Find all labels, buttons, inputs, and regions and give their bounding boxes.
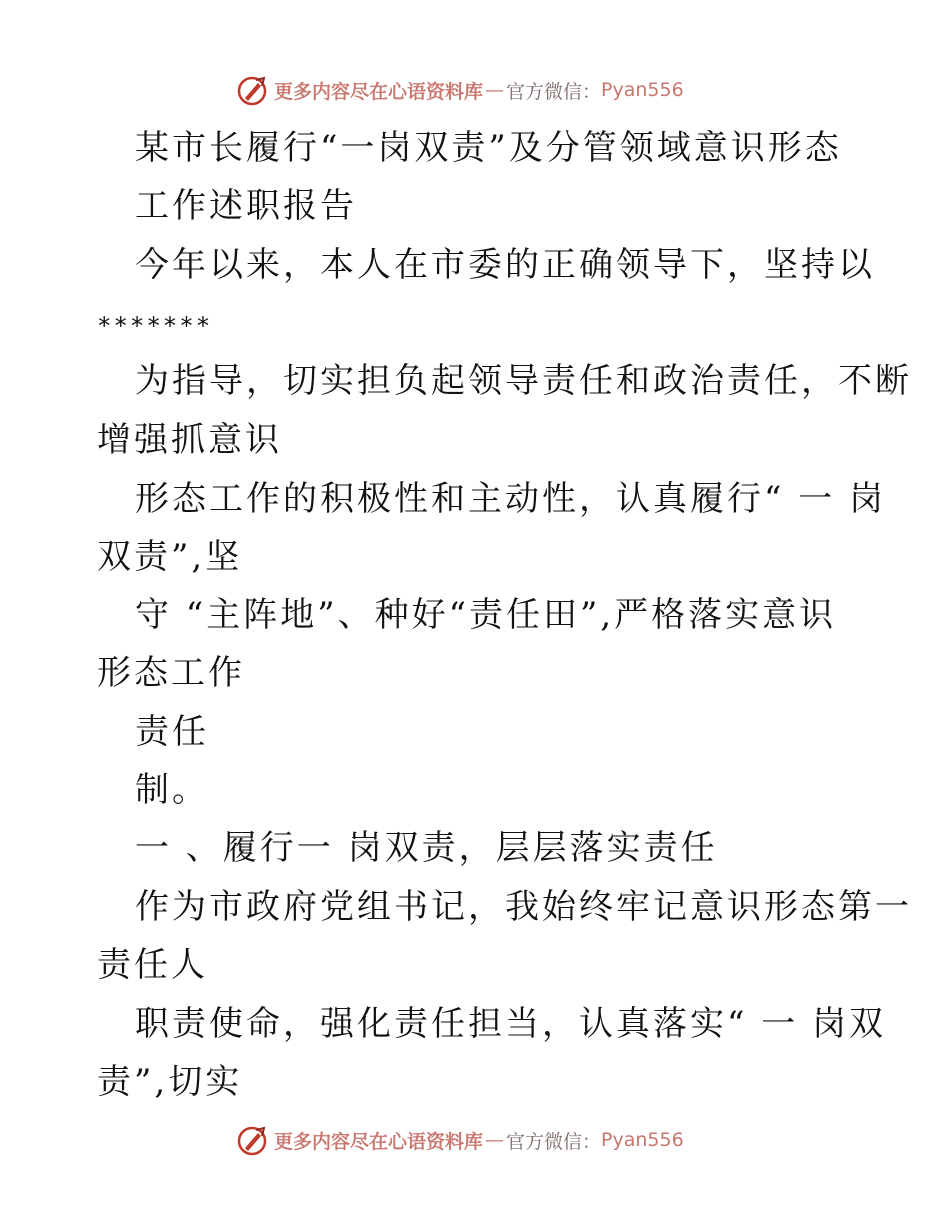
footer-watermark <box>236 1123 684 1157</box>
paragraph-3-line1: 形态工作的积极性和主动性，认真履行“ 一 岗 <box>135 479 886 519</box>
watermark-wechat-id: Pyan556 <box>601 79 684 101</box>
watermark-wechat-id: Pyan556 <box>601 1129 684 1151</box>
paragraph-8-line1: 职责使命，强化责任担当，认真落实“ 一 岗双 <box>135 1004 886 1044</box>
paragraph-6: 制。 <box>135 770 209 810</box>
watermark-text: 更多内容尽在心语资料库 <box>274 1130 484 1153</box>
paragraph-8-line2: 责”,切实 <box>97 1062 243 1102</box>
section-heading-1: 一 、履行一 岗双责，层层落实责任 <box>135 828 718 868</box>
paragraph-7-line2: 责任人 <box>97 945 208 985</box>
paragraph-2-line2: 增强抓意识 <box>97 420 282 460</box>
pen-logo-icon <box>236 74 268 106</box>
watermark-separator: — <box>485 1129 505 1151</box>
watermark-wechat-label: 官方微信： <box>506 1130 602 1153</box>
paragraph-5: 责任 <box>135 712 209 752</box>
paragraph-2-line1: 为指导，切实担负起领导责任和政治责任，不断 <box>135 361 912 401</box>
paragraph-4-line1: 守 “主阵地”、种好“责任田”,严格落实意识 <box>135 595 837 635</box>
doc-title-line1: 某市长履行“一岗双责”及分管领域意识形态 <box>135 128 842 168</box>
doc-title-line2: 工作述职报告 <box>135 186 357 226</box>
paragraph-4-line2: 形态工作 <box>97 653 245 693</box>
paragraph-7-line1: 作为市政府党组书记，我始终牢记意识形态第一 <box>135 887 912 927</box>
watermark-wechat-label: 官方微信： <box>506 80 602 103</box>
watermark-separator: — <box>485 79 505 101</box>
pen-logo-icon <box>236 1124 268 1156</box>
header-watermark <box>236 73 684 107</box>
paragraph-1-redacted: ******* <box>97 312 213 340</box>
watermark-text: 更多内容尽在心语资料库 <box>274 80 484 103</box>
paragraph-3-line2: 双责”,坚 <box>97 537 243 577</box>
paragraph-1-line1: 今年以来，本人在市委的正确领导下，坚持以 <box>135 245 875 285</box>
